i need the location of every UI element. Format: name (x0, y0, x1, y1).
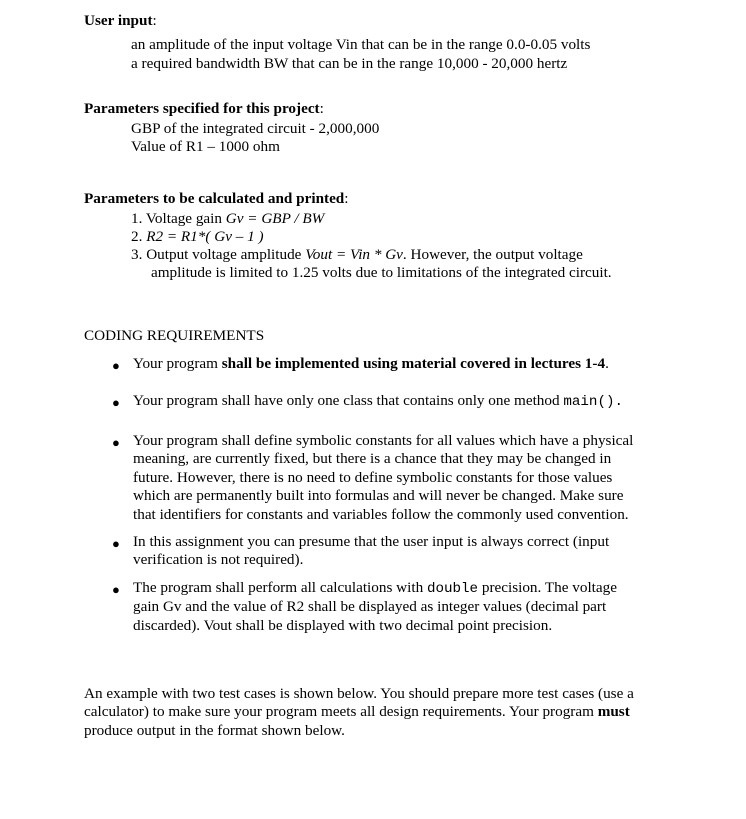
requirement-symbolic-constants: Your program shall define symbolic constants for all values which have a physical meaning, are currently fixed, but there is a chance that they may be changed in future. However, there is no need to define symbolic constants for those values which are permanently built into formulas and will never be changed. Make sure that identifiers for constants and variables follow the commonly used convention. (133, 432, 634, 523)
calc-item-vout-continuation: amplitude is limited to 1.25 volts due to limitations of the integrated circuit. (151, 264, 612, 281)
parameter-r1: Value of R1 – 1000 ohm (131, 138, 280, 155)
requirement-lectures: Your program shall be implemented using material covered in lectures 1-4. (133, 355, 609, 372)
calc-item-voltage-gain: 1. Voltage gain Gv = GBP / BW (131, 210, 325, 227)
parameters-calculated-heading: Parameters to be calculated and printed: (84, 190, 349, 207)
bullet-icon: ● (112, 395, 120, 410)
bullet-icon: ● (112, 435, 120, 450)
example-paragraph: An example with two test cases is shown below. You should prepare more test cases (use a calculator) to make sure your program meets all design requirements. Your program must produce output in the format shown below. (84, 685, 634, 739)
bullet-icon: ● (112, 536, 120, 551)
requirement-one-class: Your program shall have only one class that contains only one method main(). (133, 392, 623, 410)
user-input-line-bw: a required bandwidth BW that can be in the range 10,000 - 20,000 hertz (131, 55, 568, 72)
requirement-input-correct: In this assignment you can presume that the user input is always correct (input verification is not required). (133, 533, 610, 569)
calc-item-r2: 2. R2 = R1*( Gv – 1 ) (131, 228, 264, 245)
coding-requirements-heading: CODING REQUIREMENTS (84, 327, 265, 344)
calc-item-vout: 3. Output voltage amplitude Vout = Vin * Gv. However, the output voltage (131, 246, 583, 263)
user-input-line-vin: an amplitude of the input voltage Vin that can be in the range 0.0-0.05 volts (131, 36, 591, 53)
user-input-heading: User input: (84, 12, 157, 29)
bullet-icon: ● (112, 358, 120, 373)
bullet-icon: ● (112, 582, 120, 597)
requirement-double-precision: The program shall perform all calculations with double precision. The voltage gain Gv and the value of R2 shall be displayed as integer values (decimal part discarded). Vout shall be displayed with two decimal point precision. (133, 579, 617, 634)
parameter-gbp: GBP of the integrated circuit - 2,000,000 (131, 120, 380, 137)
parameters-specified-heading: Parameters specified for this project: (84, 100, 324, 117)
